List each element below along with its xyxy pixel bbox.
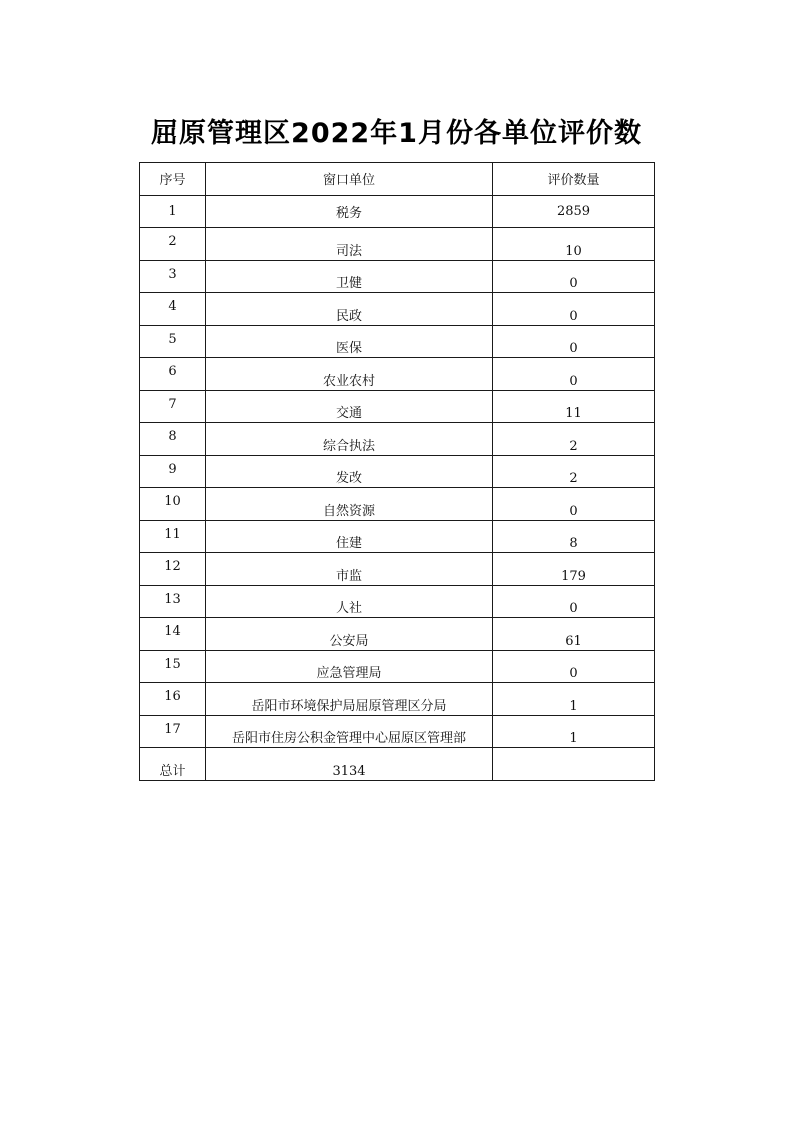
table-row	[140, 520, 655, 553]
row-count: 0	[493, 650, 655, 683]
table-row	[140, 260, 655, 293]
row-index: 6	[140, 358, 206, 391]
row-count: 0	[493, 260, 655, 293]
row-count: 0	[493, 325, 655, 358]
row-unit: 市监	[206, 553, 493, 586]
row-unit: 岳阳市环境保护局屈原管理区分局	[206, 683, 493, 716]
row-index: 4	[140, 293, 206, 326]
table-row	[140, 228, 655, 261]
table-header-row	[140, 163, 655, 196]
table-row	[140, 618, 655, 651]
total-empty-cell	[493, 748, 655, 781]
row-count: 10	[493, 228, 655, 261]
table-row	[140, 195, 655, 228]
table-row	[140, 455, 655, 488]
total-row	[140, 748, 655, 781]
row-unit: 税务	[206, 195, 493, 228]
table-row	[140, 390, 655, 423]
table-row	[140, 553, 655, 586]
row-count: 0	[493, 293, 655, 326]
row-index: 1	[140, 195, 206, 228]
header-unit: 窗口单位	[206, 163, 493, 196]
row-unit: 医保	[206, 325, 493, 358]
header-count: 评价数量	[493, 163, 655, 196]
total-value: 3134	[206, 748, 493, 781]
row-index: 3	[140, 260, 206, 293]
row-count: 0	[493, 585, 655, 618]
row-count: 1	[493, 683, 655, 716]
row-index: 15	[140, 650, 206, 683]
table-row	[140, 650, 655, 683]
row-unit: 公安局	[206, 618, 493, 651]
row-index: 2	[140, 228, 206, 261]
row-unit: 卫健	[206, 260, 493, 293]
row-index: 16	[140, 683, 206, 716]
row-unit: 人社	[206, 585, 493, 618]
row-unit: 民政	[206, 293, 493, 326]
table-row	[140, 488, 655, 521]
row-count: 2859	[493, 195, 655, 228]
row-count: 2	[493, 455, 655, 488]
row-index: 17	[140, 715, 206, 748]
row-unit: 应急管理局	[206, 650, 493, 683]
row-index: 5	[140, 325, 206, 358]
row-count: 1	[493, 715, 655, 748]
row-count: 0	[493, 488, 655, 521]
row-index: 8	[140, 423, 206, 456]
row-index: 13	[140, 585, 206, 618]
row-unit: 住建	[206, 520, 493, 553]
table-row	[140, 325, 655, 358]
row-index: 9	[140, 455, 206, 488]
table-row	[140, 293, 655, 326]
row-unit: 自然资源	[206, 488, 493, 521]
row-unit: 综合执法	[206, 423, 493, 456]
row-index: 14	[140, 618, 206, 651]
row-unit: 岳阳市住房公积金管理中心屈原区管理部	[206, 715, 493, 748]
row-count: 11	[493, 390, 655, 423]
row-index: 11	[140, 520, 206, 553]
row-index: 10	[140, 488, 206, 521]
row-unit: 司法	[206, 228, 493, 261]
row-count: 8	[493, 520, 655, 553]
row-count: 2	[493, 423, 655, 456]
row-unit: 农业农村	[206, 358, 493, 391]
row-index: 12	[140, 553, 206, 586]
table-row	[140, 423, 655, 456]
table-row	[140, 715, 655, 748]
evaluation-table	[139, 162, 655, 781]
row-unit: 发改	[206, 455, 493, 488]
row-index: 7	[140, 390, 206, 423]
page-title: 屈原管理区2022年1月份各单位评价数	[151, 118, 642, 149]
table-row	[140, 683, 655, 716]
row-unit: 交通	[206, 390, 493, 423]
row-count: 179	[493, 553, 655, 586]
row-count: 61	[493, 618, 655, 651]
total-label: 总计	[140, 748, 206, 781]
row-count: 0	[493, 358, 655, 391]
table-row	[140, 585, 655, 618]
table-row	[140, 358, 655, 391]
header-index: 序号	[140, 163, 206, 196]
